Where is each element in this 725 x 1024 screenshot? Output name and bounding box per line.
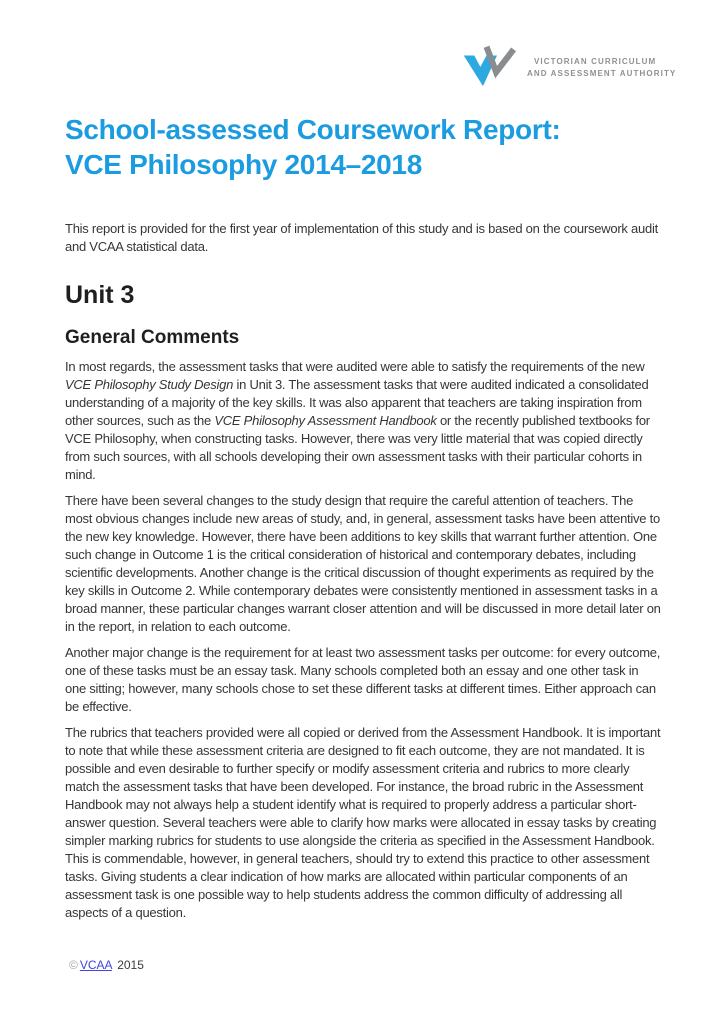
copyright-year: 2015	[117, 958, 144, 972]
logo-text-line1: VICTORIAN CURRICULUM	[534, 57, 657, 66]
paragraph-3: Another major change is the requirement for at least two assessment tasks per outcome: for every outcome, one of these tasks must be an essay task. Many schools completed both an essay and one other task in one sitting; however, many schools chose to set these different tasks at different times. Either approach can be effective.	[65, 645, 661, 714]
paragraph-2: There have been several changes to the study design that require the careful attention of teachers. The most obvious changes include new areas of study, and, in general, assessment tasks have been attentive to the new key knowledge. However, there have been additions to key skills that warrant further attention. One such change in Outcome 1 is the critical consideration of historical and contemporary debates, including scientific developments. Another change is the critical discussion of thought experiments as required by the key skills in Outcome 2. While contemporary debates were consistently mentioned in assessment tasks in a broad manner, these particular changes warrant closer attention and will be discussed in more detail later on in the report, in relation to each outcome.	[65, 493, 661, 634]
page-title-line1: School-assessed Coursework Report:	[65, 114, 561, 145]
page-footer	[69, 958, 144, 972]
unit-heading: Unit 3	[65, 281, 135, 309]
paragraph-4: The rubrics that teachers provided were all copied or derived from the Assessment Handbook. It is important to note that while these assessment criteria are designed to fit each outcome, they are not mandated. It is possible and even desirable to further specify or modify assessment criteria and rubrics to more clearly match the assessment tasks that have been developed. For instance, the broad rubric in the Assessment Handbook may not always help a student identify what is required to properly address a particular short-answer question. Several teachers were able to clarify how marks were allocated in essay tasks by creating simpler marking rubrics for students to use alongside the criteria as specified in the Assessment Handbook. This is commendable, however, in general teachers, should try to extend this practice to other assessment tasks. Giving students a clear indication of how marks are allocated within particular components of an assessment task is one possible way to help students address the common difficulty of addressing all aspects of a question.	[65, 725, 661, 920]
page-title-line2: VCE Philosophy 2014–2018	[65, 149, 422, 180]
copyright-symbol: ©	[69, 958, 78, 972]
report-content	[65, 0, 662, 922]
page-title	[65, 112, 662, 182]
vcaa-link[interactable]: VCAA	[79, 958, 112, 972]
logo-text-line2: AND ASSESSMENT AUTHORITY	[527, 69, 677, 78]
intro-paragraph: This report is provided for the first year of implementation of this study and is based on the coursework audit and VCAA statistical data.	[65, 221, 658, 254]
paragraph-1: In most regards, the assessment tasks that were audited were able to satisfy the requirements of the new VCE Philosophy Study Design in Unit 3. The assessment tasks that were audited indicated a consolidated understanding of a majority of the key skills. It was also apparent that teachers are taking inspiration from other sources, such as the VCE Philosophy Assessment Handbook or the recently published textbooks for VCE Philosophy, when constructing tasks. However, there was very little material that was copied directly from such sources, with all schools developing their own assessment tasks with their particular cohorts in mind.	[65, 359, 650, 482]
general-comments-heading: General Comments	[65, 327, 240, 348]
